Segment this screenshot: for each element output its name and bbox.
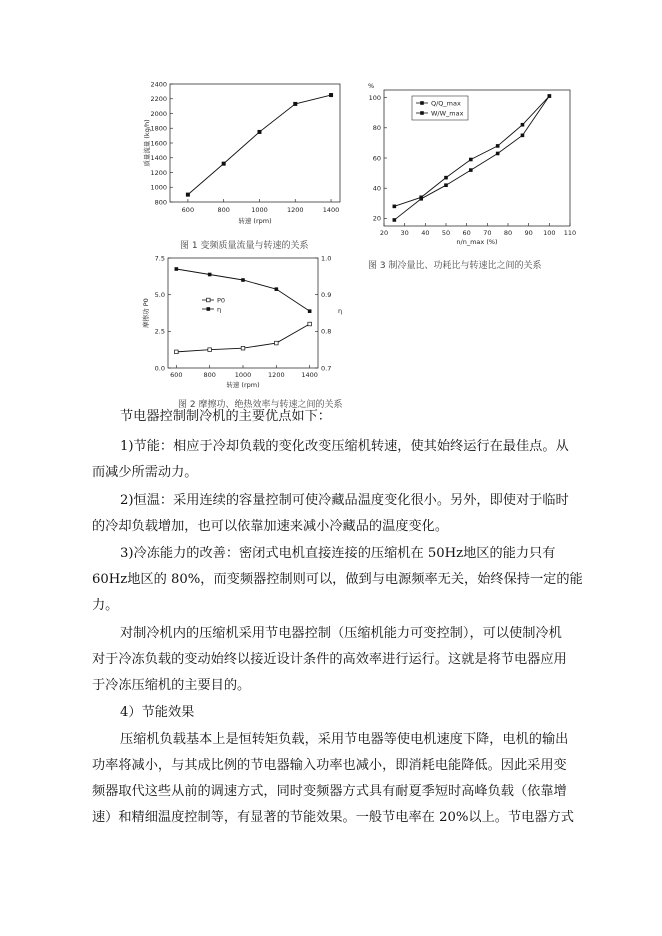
figure-3-caption: 图 3 制冷量比、功耗比与转速比之间的关系: [368, 261, 542, 271]
fig3-data-point-0: [469, 158, 473, 162]
fig1-ytick-label: 1800: [150, 124, 167, 133]
fig3-data-point-1: [548, 94, 552, 98]
fig2-legend-label-p0: P0: [217, 296, 226, 305]
fig3-legend-label-q: Q/Q_max: [431, 99, 461, 108]
fig3-x-axis-label: n/n_max (%): [456, 238, 498, 246]
figure-2-caption: 图 2 摩擦功、绝热效率与转速之间的关系: [178, 400, 343, 410]
fig3-ytick-label: 80: [372, 124, 381, 133]
fig3-xtick-label: 110: [563, 229, 577, 237]
fig2-xtick-label: 800: [203, 371, 216, 379]
para-5-line-4: 速）和精细温度控制等，有显著的节能效果。一般节电率在 20%以上。节电器方式: [92, 810, 574, 825]
intro-line: 节电器控制制冷机的主要优点如下：: [120, 409, 331, 424]
fig3-xtick-label: 80: [503, 229, 513, 237]
fig2-y-left-axis-label: 摩擦功 P0: [142, 298, 150, 328]
fig2-ytick-left-label: 0.0: [154, 364, 165, 373]
figure-3-chart: [364, 80, 584, 248]
fig2-data-point-eta: [275, 287, 279, 291]
fig3-data-point-1: [469, 168, 473, 172]
fig2-y-right-axis-label: η: [337, 307, 343, 315]
fig1-xtick-label: 1000: [251, 206, 268, 214]
fig1-data-point: [186, 193, 190, 197]
fig2-xtick-label: 1400: [301, 371, 318, 379]
fig3-data-point-1: [393, 218, 397, 222]
fig1-plot-frame: [170, 84, 340, 202]
fig1-xtick-label: 800: [217, 206, 230, 214]
para-2-line-1: 2)恒温：采用连续的容量控制可使冷藏品温度变化很小。另外，即使对于临时: [120, 493, 569, 508]
fig1-data-point: [329, 93, 333, 97]
fig3-xtick-label: 60: [462, 229, 471, 237]
fig3-data-point-1: [444, 183, 448, 187]
fig3-xtick-label: 70: [483, 229, 492, 237]
fig1-ytick-label: 2000: [150, 109, 167, 118]
fig3-ytick-label: 20: [372, 214, 381, 223]
fig1-x-axis-label: 转速 (rpm): [238, 217, 272, 225]
figure-1-caption: 图 1 变频质量流量与转速的关系: [180, 241, 309, 251]
fig2-data-point-eta: [175, 267, 179, 271]
fig1-data-point: [257, 130, 261, 134]
fig2-ytick-right-label: 0.9: [321, 290, 332, 299]
fig2-data-point-p0: [175, 350, 179, 354]
fig3-data-point-1: [419, 197, 423, 201]
fig3-legend-marker-w: [420, 111, 424, 115]
fig2-legend-marker-eta: [207, 307, 211, 311]
fig3-xtick-label: 20: [379, 229, 389, 237]
fig1-ytick-label: 800: [154, 198, 167, 207]
fig1-ytick-label: 2400: [150, 80, 167, 89]
fig2-ytick-right-label: 0.7: [321, 364, 332, 373]
fig2-ytick-left-label: 2.5: [154, 327, 165, 336]
fig2-legend-label-eta: η: [217, 305, 222, 314]
fig3-xtick-label: 40: [421, 229, 430, 237]
fig2-ytick-left-label: 5.0: [154, 290, 165, 299]
fig2-data-point-p0: [208, 348, 212, 352]
fig2-xtick-label: 1000: [234, 371, 252, 379]
figure-2-chart: [140, 250, 350, 395]
fig3-xtick-label: 90: [524, 229, 533, 237]
fig2-ytick-right-label: 0.8: [321, 327, 332, 336]
fig1-ytick-label: 1400: [150, 154, 167, 163]
fig2-legend-marker-p0: [207, 298, 211, 302]
figure-2: [140, 250, 350, 395]
fig2-data-point-p0: [241, 346, 245, 350]
fig1-series-line: [188, 95, 331, 195]
para-4-line-2: 对于冷冻负载的变动始终以接近设计条件的高效率进行运行。这就是将节电器应用: [92, 652, 567, 667]
figure-3: [364, 80, 584, 248]
fig3-data-point-1: [521, 134, 525, 138]
fig3-legend-marker-q: [420, 101, 424, 105]
fig2-xtick-label: 1200: [268, 371, 285, 379]
fig2-series-line-1: [176, 269, 309, 314]
fig1-xtick-label: 600: [181, 206, 195, 214]
para-1-line-1: 1)节能：相应于冷却负载的变化改变压缩机转速，使其始终运行在最佳点。从: [120, 439, 569, 454]
para-5-line-3: 频器取代这些从前的调速方式，同时变频器方式具有耐夏季短时高峰负载（依靠增: [92, 784, 567, 799]
fig1-xtick-label: 1200: [286, 206, 304, 214]
para-3-line-1: 3)冷冻能力的改善：密闭式电机直接连接的压缩机在 50Hz地区的能力只有: [120, 546, 556, 561]
fig2-data-point-eta: [208, 273, 212, 277]
figure-1: [140, 78, 350, 238]
para-4-line-1: 对制冷机内的压缩机采用节电器控制（压缩机能力可变控制），可以使制冷机: [120, 626, 562, 641]
heading-4: 4）节能效果: [120, 705, 195, 720]
para-2-line-2: 的冷却负载增加，也可以依靠加速来减小冷藏品的温度变化。: [92, 519, 449, 534]
fig2-xtick-label: 600: [170, 371, 183, 379]
fig1-data-point: [293, 102, 297, 106]
fig1-ytick-label: 2200: [150, 95, 167, 104]
fig2-data-point-eta: [241, 278, 245, 282]
para-3-line-2: 60Hz地区的 80%，而变频器控制则可以，做到与电源频率无关，始终保持一定的能: [92, 572, 583, 587]
para-5-line-2: 功率将减小，与其成比例的节电器输入功率也减小，即消耗电能降低。因此采用变: [92, 758, 567, 773]
fig1-ytick-label: 1200: [150, 168, 167, 177]
fig3-data-point-1: [496, 152, 500, 156]
para-1-line-2: 而减少所需动力。: [92, 465, 198, 480]
fig2-ytick-right-label: 1.0: [321, 254, 332, 263]
fig3-legend-label-w: W/W_max: [431, 109, 464, 118]
fig3-xtick-label: 50: [441, 229, 451, 237]
fig3-data-point-0: [444, 176, 448, 180]
fig3-data-point-0: [496, 144, 500, 148]
fig1-xtick-label: 1400: [322, 206, 340, 214]
fig3-ytick-label: 60: [372, 154, 381, 163]
fig2-data-point-p0: [308, 322, 312, 326]
fig1-y-axis-label: 质量流量 (kg/h): [143, 119, 151, 167]
fig2-plot-frame: [168, 258, 318, 368]
fig3-data-point-0: [393, 205, 397, 209]
para-4-line-3: 于冷冻压缩机的主要目的。: [92, 678, 251, 693]
para-5-line-1: 压缩机负载基本上是恒转矩负载，采用节电器等使电机速度下降，电机的输出: [120, 732, 569, 747]
fig3-xtick-label: 100: [543, 229, 556, 237]
fig2-data-point-p0: [275, 341, 279, 345]
fig1-ytick-label: 1000: [150, 183, 167, 192]
fig2-x-axis-label: 转速 (rpm): [226, 381, 260, 389]
fig3-y-axis-label: %: [368, 82, 375, 90]
fig2-data-point-eta: [308, 309, 312, 313]
fig1-ytick-label: 1600: [150, 139, 167, 148]
para-3-line-3: 力。: [92, 598, 119, 613]
figure-1-chart: [140, 78, 350, 238]
fig2-ytick-left-label: 7.5: [154, 254, 165, 263]
fig3-ytick-label: 100: [368, 93, 381, 102]
fig3-xtick-label: 30: [400, 229, 409, 237]
fig3-ytick-label: 40: [372, 184, 381, 193]
fig3-data-point-0: [521, 123, 525, 127]
fig1-data-point: [222, 162, 226, 166]
